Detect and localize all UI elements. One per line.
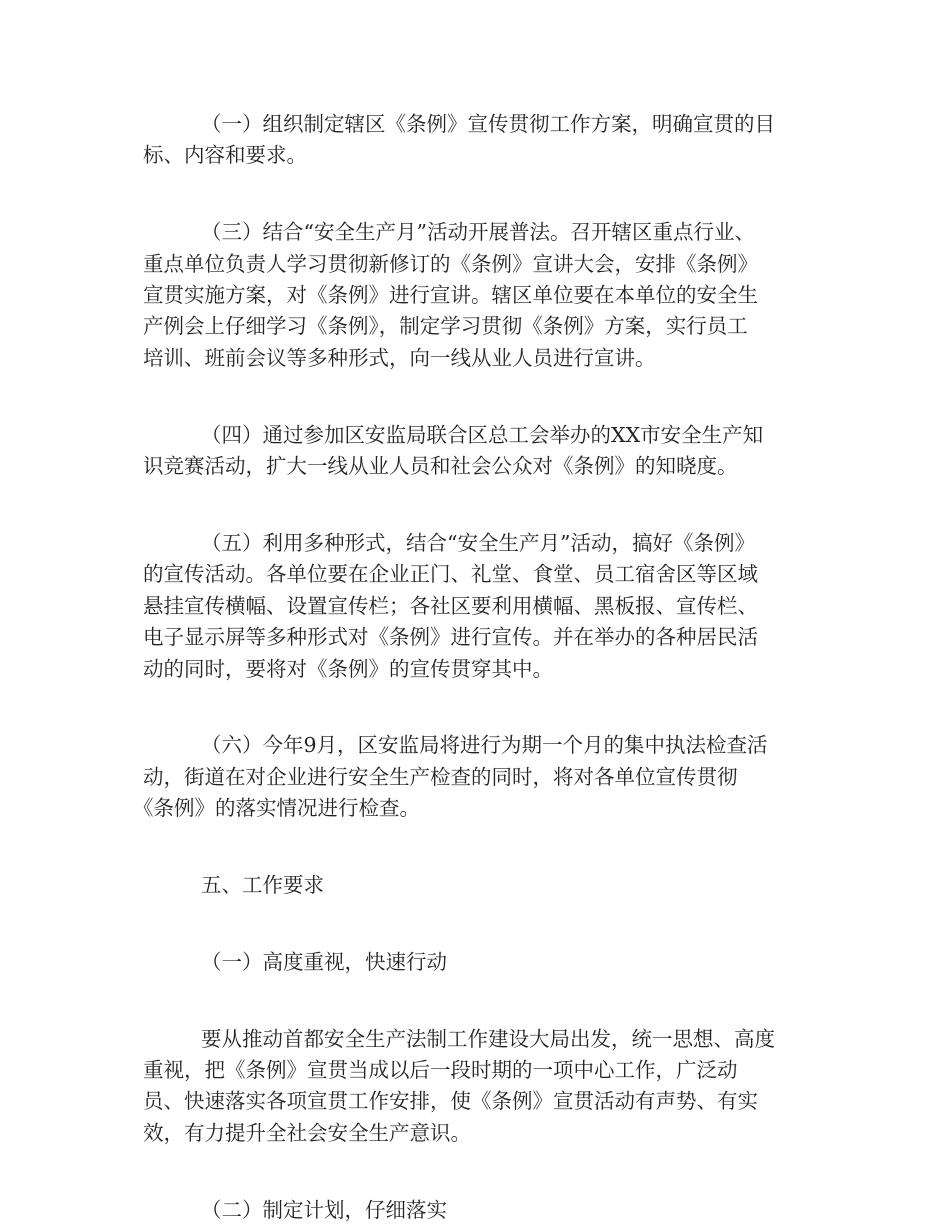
text-line: 重点单位负责人学习贯彻新修订的《条例》宣讲大会，安排《条例》: [143, 251, 758, 276]
heading-text: 五、工作要求: [201, 872, 324, 897]
text-line: （四）通过参加区安监局联合区总工会举办的XX市安全生产知: [201, 422, 764, 447]
subheading-text: （二）制定计划，仔细落实: [201, 1197, 447, 1222]
text-line: 识竞赛活动，扩大一线从业人员和社会公众对《条例》的知晓度。: [143, 454, 738, 479]
text-line: （一）组织制定辖区《条例》宣传贯彻工作方案，明确宣贯的目: [201, 112, 775, 136]
text-line: 标、内容和要求。: [143, 143, 307, 168]
text-line: （六）今年9月，区安监局将进行为期一个月的集中执法检查活: [201, 733, 768, 758]
text-line: 《条例》的落实情况进行检查。: [133, 796, 420, 821]
subheading-text: （一）高度重视，快速行动: [201, 949, 447, 974]
text-line: 产例会上仔细学习《条例》，制定学习贯彻《条例》方案，实行员工: [143, 314, 748, 339]
text-line: 培训、班前会议等多种形式，向一线从业人员进行宣讲。: [143, 345, 656, 370]
text-line: 动，街道在对企业进行安全生产检查的同时，将对各单位宣传贯彻: [143, 764, 738, 789]
text-line: （五）利用多种形式，结合“安全生产月”活动，搞好《条例》: [201, 530, 755, 555]
text-line: 重视，把《条例》宣贯当成以后一段时期的一项中心工作，广泛动: [143, 1057, 738, 1082]
text-line: 的宣传活动。各单位要在企业正门、礼堂、食堂、员工宿舍区等区域: [143, 562, 758, 587]
text-line: 动的同时，要将对《条例》的宣传贯穿其中。: [143, 656, 553, 681]
text-line: 电子显示屏等多种形式对《条例》进行宣传。并在举办的各种居民活: [143, 625, 758, 650]
text-line: （三）结合“安全生产月”活动开展普法。召开辖区重点行业、: [201, 220, 755, 245]
text-line: 宣贯实施方案，对《条例》进行宣讲。辖区单位要在本单位的安全生: [143, 283, 758, 308]
text-line: 效，有力提升全社会安全生产意识。: [143, 1120, 471, 1145]
text-line: 员、快速落实各项宣贯工作安排，使《条例》宣贯活动有声势、有实: [143, 1089, 758, 1114]
text-line: 悬挂宣传横幅、设置宣传栏；各社区要利用横幅、黑板报、宣传栏、: [143, 593, 758, 618]
text-line: 要从推动首都安全生产法制工作建设大局出发，统一思想、高度: [201, 1026, 775, 1051]
